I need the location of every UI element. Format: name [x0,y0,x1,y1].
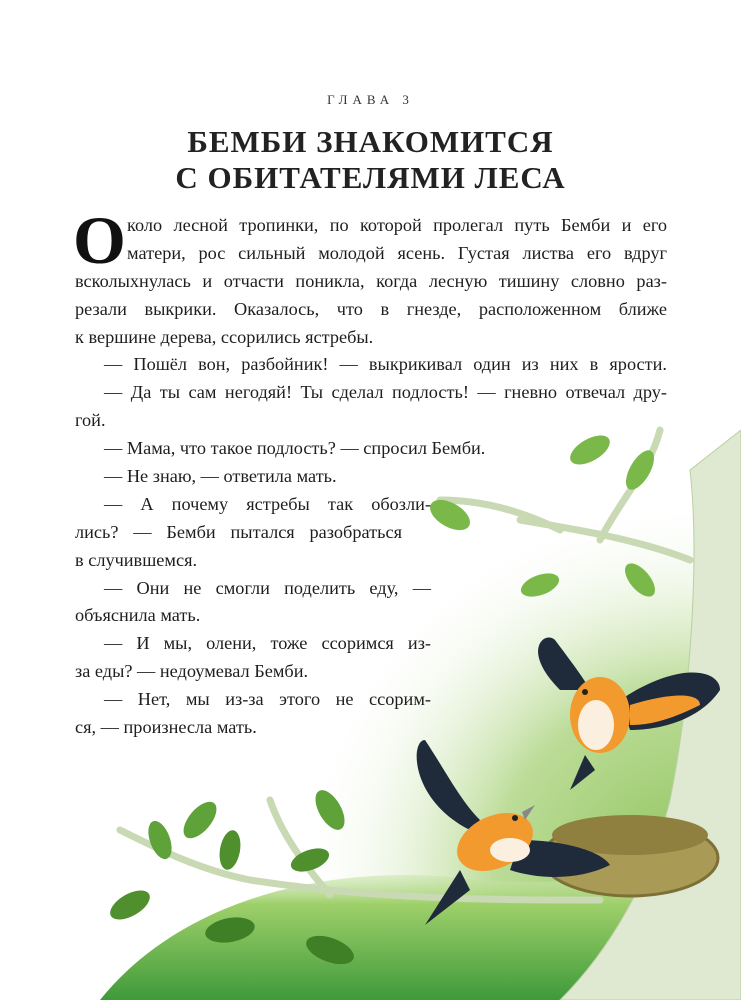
text-line: — А почему ястребы так обозли- [104,493,431,514]
text-line: в случившемся. [75,549,198,570]
text-line: лись? — Бемби пытался разобраться [75,521,402,542]
text-line: — Да ты сам негодяй! Ты сделал подлость! — гневно отвечал дру- [104,382,667,403]
text-line: к вершине дерева, ссорились ястребы. [75,326,374,347]
text-line: — Не знаю, — ответила мать. [104,466,337,487]
title-line: С ОБИТАТЕЛЯМИ ЛЕСА [175,160,566,195]
drop-cap: О [73,202,126,278]
text-line: — Пошёл вон, разбойник! — выкрикивал один из них в ярости. [104,354,667,375]
text-line: — Они не смогли поделить еду, — [104,577,431,598]
text-line: резали выкрики. Оказалось, что в гнезде, расположенном ближе [75,298,667,319]
text-line: — И мы, олени, тоже ссоримся из- [104,633,431,654]
text-line: ся, — произнесла мать. [75,717,257,738]
title-line: БЕМБИ ЗНАКОМИТСЯ [187,124,554,159]
text-line: — Нет, мы из-за этого не ссорим- [104,689,431,710]
text-line: за еды? — недоумевал Бемби. [75,661,309,682]
text-line: всколыхнулась и отчасти поникла, когда лесную тишину словно раз- [75,270,667,291]
body-text [73,202,667,742]
chapter-label: ГЛАВА 3 [327,92,414,107]
chapter-title [0,124,741,196]
text-line: — Мама, что такое подлость? — спросил Бемби. [104,438,486,459]
text-line: объяснила мать. [75,605,201,626]
text-line: коло лесной тропинки, по которой пролегал путь Бемби и его [127,215,667,235]
text-line: гой. [75,410,106,431]
text-line: матери, рос сильный молодой ясень. Густая листва его вдруг [127,242,667,263]
